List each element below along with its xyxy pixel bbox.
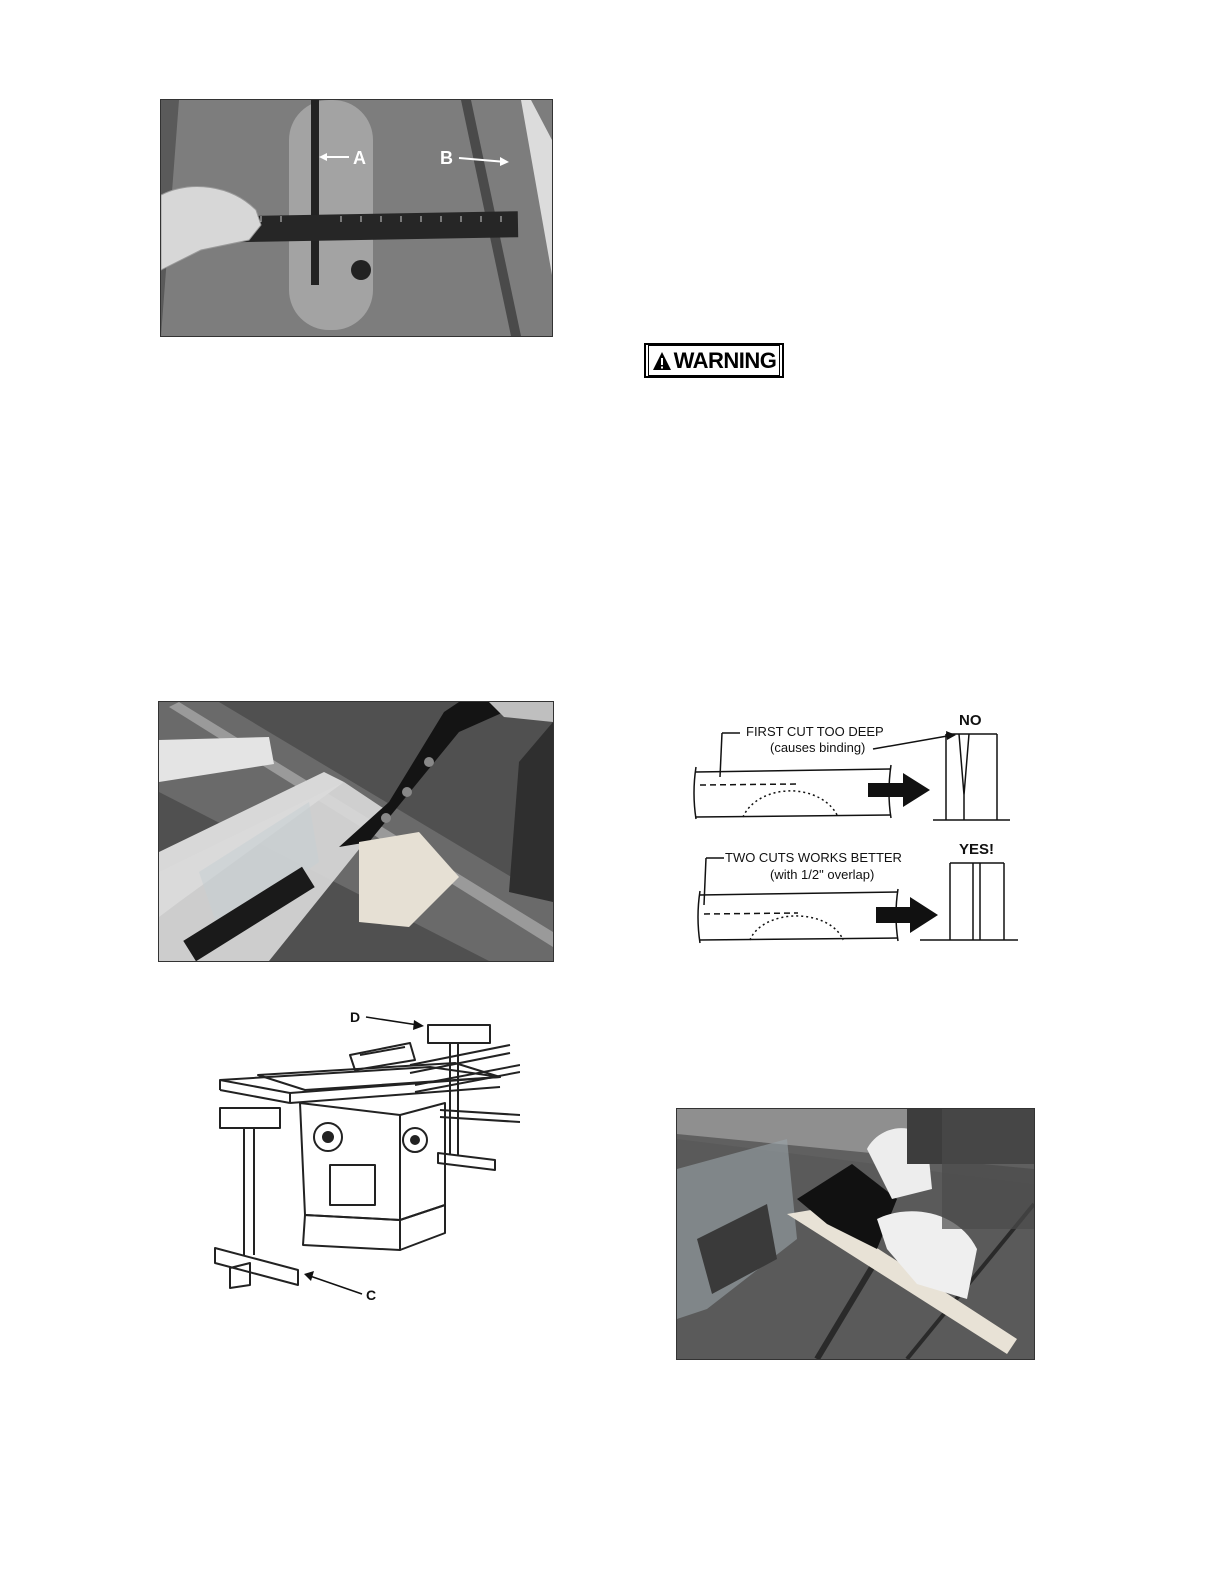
label-d: D (350, 1009, 361, 1025)
label-a: A (353, 148, 366, 168)
label-c: C (366, 1287, 377, 1303)
warning-triangle-icon (652, 351, 672, 371)
label-b: B (440, 148, 453, 168)
yes-label: YES! (959, 841, 995, 858)
miter-slot-photo (160, 99, 553, 337)
push-block-photo (676, 1108, 1035, 1360)
warning-text: WARNING (673, 347, 777, 373)
table-saw-drawing (210, 1005, 520, 1305)
warning-label (644, 343, 784, 378)
first-cut-line2: (causes binding) (770, 740, 866, 755)
no-label: NO (959, 712, 982, 729)
two-cuts-line2: (with 1/2" overlap) (770, 867, 875, 882)
cut-depth-diagram (688, 705, 1020, 945)
two-cuts-line1: TWO CUTS WORKS BETTER (725, 850, 902, 865)
first-cut-line1: FIRST CUT TOO DEEP (746, 724, 884, 739)
push-stick-photo (158, 701, 554, 962)
